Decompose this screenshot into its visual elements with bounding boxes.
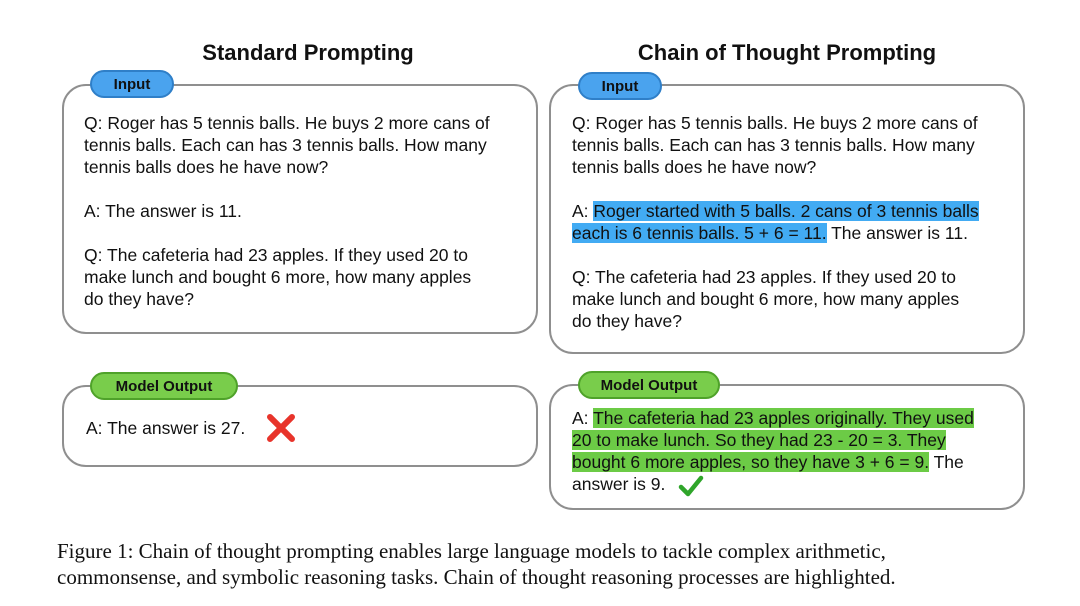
cot-input-line [572, 178, 979, 200]
standard-prompting-title: Standard Prompting [202, 40, 414, 65]
cot-input-text [572, 112, 979, 332]
standard-input-line: Q: Roger has 5 tennis balls. He buys 2 more cans of [84, 113, 490, 133]
cot-output-highlight: The cafeteria had 23 apples originally. They used [593, 408, 974, 428]
standard-input-line: A: The answer is 11. [84, 201, 242, 221]
standard-output-text: A: The answer is 27. [86, 418, 246, 438]
cot-input-line: tennis balls. Each can has 3 tennis balls. How many [572, 135, 975, 155]
standard-input-line: do they have? [84, 289, 194, 309]
standard-input-line [84, 178, 490, 200]
cot-reasoning-highlight: Roger started with 5 balls. 2 cans of 3 tennis balls [593, 201, 979, 221]
cot-output-line: answer is 9. [572, 474, 666, 494]
standard-input-label: Input [90, 70, 174, 98]
standard-input-line [84, 222, 490, 244]
cot-input-label: Input [578, 72, 662, 100]
cot-answer-suffix: The answer is 11. [826, 223, 968, 243]
figure-caption [57, 538, 1057, 590]
cot-input-line [572, 244, 979, 266]
check-icon [678, 474, 704, 498]
cot-output-suffix: The [929, 452, 964, 472]
cot-input-line: Q: Roger has 5 tennis balls. He buys 2 more cans of [572, 113, 978, 133]
caption-line: commonsense, and symbolic reasoning tasks. Chain of thought reasoning processes are highlighted. [57, 565, 896, 589]
cot-output-text [572, 407, 974, 495]
cot-reasoning-highlight: each is 6 tennis balls. 5 + 6 = 11. [572, 223, 827, 243]
cot-output-line [572, 451, 974, 473]
cot-output-highlight: 20 to make lunch. So they had 23 - 20 = 3. They [572, 430, 946, 450]
cross-icon [265, 412, 297, 444]
cot-answer-prefix: A: [572, 201, 594, 221]
standard-input-line: tennis balls does he have now? [84, 157, 329, 177]
cot-output-line [572, 429, 974, 451]
cot-input-line: make lunch and bought 6 more, how many apples [572, 289, 960, 309]
cot-output-prefix: A: [572, 408, 594, 428]
caption-line: Figure 1: Chain of thought prompting enables large language models to tackle complex arithmetic, [57, 539, 886, 563]
standard-input-line: tennis balls. Each can has 3 tennis balls. How many [84, 135, 487, 155]
cot-input-line: tennis balls does he have now? [572, 157, 817, 177]
cot-prompting-title: Chain of Thought Prompting [637, 40, 937, 65]
standard-input-line: Q: The cafeteria had 23 apples. If they used 20 to [84, 245, 468, 265]
cot-answer-line [572, 200, 979, 222]
cot-output-highlight: bought 6 more apples, so they have 3 + 6 = 9. [572, 452, 930, 472]
standard-input-line: make lunch and bought 6 more, how many apples [84, 267, 472, 287]
cot-answer-line [572, 222, 979, 244]
cot-input-line: do they have? [572, 311, 682, 331]
standard-input-text [84, 112, 490, 310]
cot-output-line [572, 407, 974, 429]
standard-output-label: Model Output [90, 372, 238, 400]
cot-output-label: Model Output [578, 371, 720, 399]
cot-input-line: Q: The cafeteria had 23 apples. If they used 20 to [572, 267, 956, 287]
